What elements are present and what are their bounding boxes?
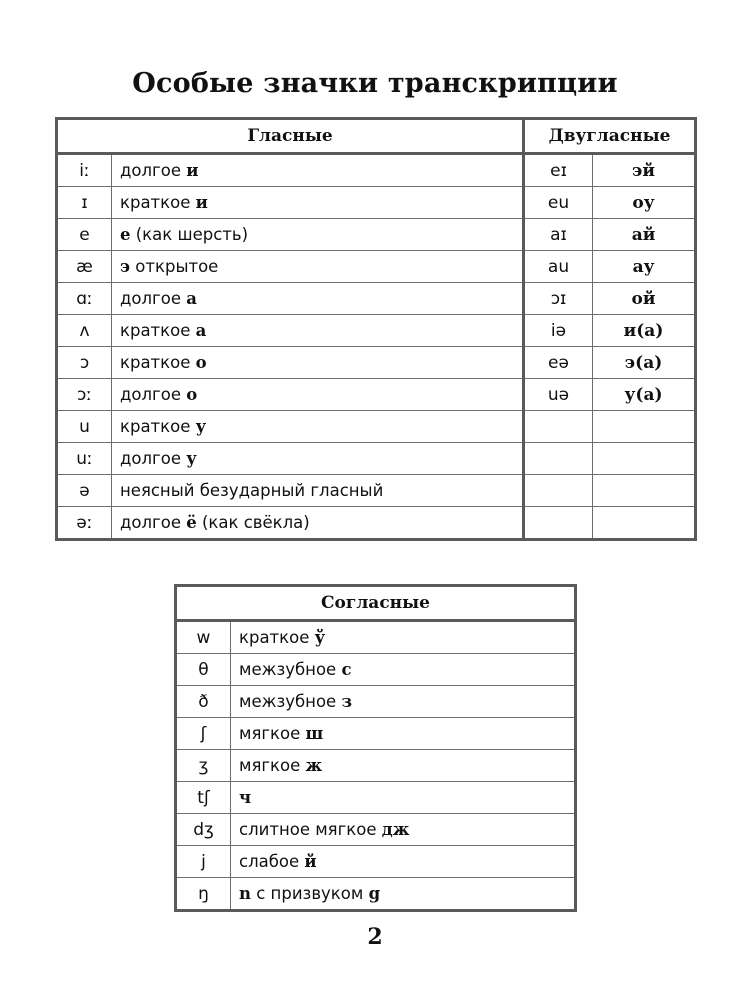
sound-description — [231, 750, 576, 782]
sound-description — [231, 718, 576, 750]
consonant-symbol: tʃ — [176, 782, 231, 814]
sound-description — [112, 443, 524, 475]
description-letter: й — [304, 852, 317, 871]
diphthong-symbol: uə — [524, 379, 593, 411]
diphthong-reading: у(а) — [593, 379, 696, 411]
sound-description — [231, 878, 576, 911]
description-letter: с — [341, 660, 352, 679]
diphthong-symbol: au — [524, 251, 593, 283]
sound-description — [231, 846, 576, 878]
table-row — [176, 621, 576, 654]
description-letter: дж — [381, 820, 410, 839]
description-text: неясный безударный гласный — [120, 481, 384, 500]
vowel-symbol: iː — [57, 154, 112, 187]
table-row — [176, 654, 576, 686]
description-text: краткое — [239, 628, 315, 647]
description-letter: е — [120, 225, 131, 244]
page-number: 2 — [367, 924, 383, 950]
description-letter: ш — [305, 724, 324, 743]
table-row — [176, 846, 576, 878]
description-letter: ч — [239, 788, 252, 807]
description-text: слабое — [239, 852, 305, 871]
description-letter: и — [186, 161, 199, 180]
sound-description — [112, 283, 524, 315]
description-text: краткое — [120, 321, 196, 340]
vowels-table — [55, 117, 697, 541]
consonants-table — [174, 584, 577, 912]
vowel-symbol: ɪ — [57, 187, 112, 219]
sound-description — [112, 315, 524, 347]
consonant-symbol: ʃ — [176, 718, 231, 750]
diphthong-reading: эй — [593, 154, 696, 187]
consonant-symbol: ð — [176, 686, 231, 718]
vowel-symbol: ʌ — [57, 315, 112, 347]
table-row — [57, 251, 696, 283]
description-text: долгое — [120, 385, 187, 404]
description-letter: ў — [314, 628, 326, 647]
consonant-symbol: ʒ — [176, 750, 231, 782]
table-row — [57, 315, 696, 347]
vowel-symbol: æ — [57, 251, 112, 283]
description-text-after: открытое — [130, 257, 219, 276]
sound-description — [112, 507, 524, 540]
description-letter: ё — [186, 513, 197, 532]
description-text-after: (как шерсть) — [130, 225, 249, 244]
description-text: долгое — [120, 289, 187, 308]
table-row — [176, 686, 576, 718]
diphthong-symbol: iə — [524, 315, 593, 347]
diphthong-reading: ой — [593, 283, 696, 315]
diphthong-symbol: eɪ — [524, 154, 593, 187]
vowels-header: Гласные — [57, 119, 524, 154]
diphthong-reading: и(а) — [593, 315, 696, 347]
diphthong-reading: э(а) — [593, 347, 696, 379]
table-row — [57, 154, 696, 187]
diphthong-reading — [593, 443, 696, 475]
sound-description — [231, 621, 576, 654]
description-letter: о — [195, 353, 207, 372]
consonant-symbol: dʒ — [176, 814, 231, 846]
sound-description — [112, 347, 524, 379]
table-row — [57, 187, 696, 219]
sound-description — [231, 814, 576, 846]
sound-description — [231, 654, 576, 686]
description-text: слитное мягкое — [239, 820, 382, 839]
consonant-symbol: ŋ — [176, 878, 231, 911]
description-letter: ж — [305, 756, 323, 775]
table-row — [57, 283, 696, 315]
vowel-symbol: uː — [57, 443, 112, 475]
description-text: долгое — [120, 449, 187, 468]
diphthong-symbol — [524, 411, 593, 443]
description-letter: э — [120, 257, 131, 276]
description-letter: у — [195, 417, 207, 436]
sound-description — [112, 411, 524, 443]
diphthong-reading: ай — [593, 219, 696, 251]
description-text: межзубное — [239, 692, 342, 711]
diphthong-reading: оу — [593, 187, 696, 219]
page-title: Особые значки транскрипции — [132, 68, 618, 99]
sound-description — [112, 251, 524, 283]
table-row — [176, 782, 576, 814]
table-row — [176, 718, 576, 750]
description-letter-2: g — [368, 884, 381, 903]
table-row — [57, 379, 696, 411]
table-row — [176, 814, 576, 846]
diphthong-symbol — [524, 475, 593, 507]
description-text: долгое — [120, 161, 187, 180]
description-letter: з — [341, 692, 352, 711]
table-row — [57, 347, 696, 379]
diphthong-symbol: ɔɪ — [524, 283, 593, 315]
description-text: краткое — [120, 193, 196, 212]
description-letter: n — [239, 884, 251, 903]
vowel-symbol: ɔ — [57, 347, 112, 379]
diphthong-reading: ау — [593, 251, 696, 283]
consonant-symbol: θ — [176, 654, 231, 686]
sound-description — [112, 379, 524, 411]
diphthongs-header: Двугласные — [524, 119, 696, 154]
description-letter: у — [186, 449, 197, 468]
description-letter: а — [195, 321, 207, 340]
description-letter: о — [186, 385, 198, 404]
description-letter: а — [186, 289, 197, 308]
sound-description — [112, 187, 524, 219]
vowel-symbol: u — [57, 411, 112, 443]
description-text: мягкое — [239, 724, 306, 743]
consonant-symbol: w — [176, 621, 231, 654]
sound-description — [112, 154, 524, 187]
table-row — [57, 507, 696, 540]
description-text-after: (как свёкла) — [196, 513, 310, 532]
description-text: краткое — [120, 353, 196, 372]
sound-description — [231, 782, 576, 814]
diphthong-symbol: aɪ — [524, 219, 593, 251]
consonant-symbol: j — [176, 846, 231, 878]
sound-description — [231, 686, 576, 718]
vowel-symbol: e — [57, 219, 112, 251]
consonants-header: Согласные — [176, 586, 576, 621]
vowel-symbol: ə — [57, 475, 112, 507]
table-row — [176, 878, 576, 911]
table-row — [57, 443, 696, 475]
vowel-symbol: əː — [57, 507, 112, 540]
diphthong-symbol: eə — [524, 347, 593, 379]
description-text: мягкое — [239, 756, 306, 775]
table-row — [57, 475, 696, 507]
table-row — [176, 750, 576, 782]
sound-description — [112, 219, 524, 251]
diphthong-reading — [593, 507, 696, 540]
diphthong-reading — [593, 475, 696, 507]
vowel-symbol: ɑː — [57, 283, 112, 315]
description-text: краткое — [120, 417, 196, 436]
description-text-after: с призвуком — [251, 884, 369, 903]
sound-description — [112, 475, 524, 507]
description-text: долгое — [120, 513, 187, 532]
description-letter: и — [195, 193, 208, 212]
diphthong-symbol: eu — [524, 187, 593, 219]
table-row — [57, 411, 696, 443]
diphthong-symbol — [524, 443, 593, 475]
diphthong-reading — [593, 411, 696, 443]
vowel-symbol: ɔː — [57, 379, 112, 411]
diphthong-symbol — [524, 507, 593, 540]
table-row — [57, 219, 696, 251]
description-text: межзубное — [239, 660, 342, 679]
